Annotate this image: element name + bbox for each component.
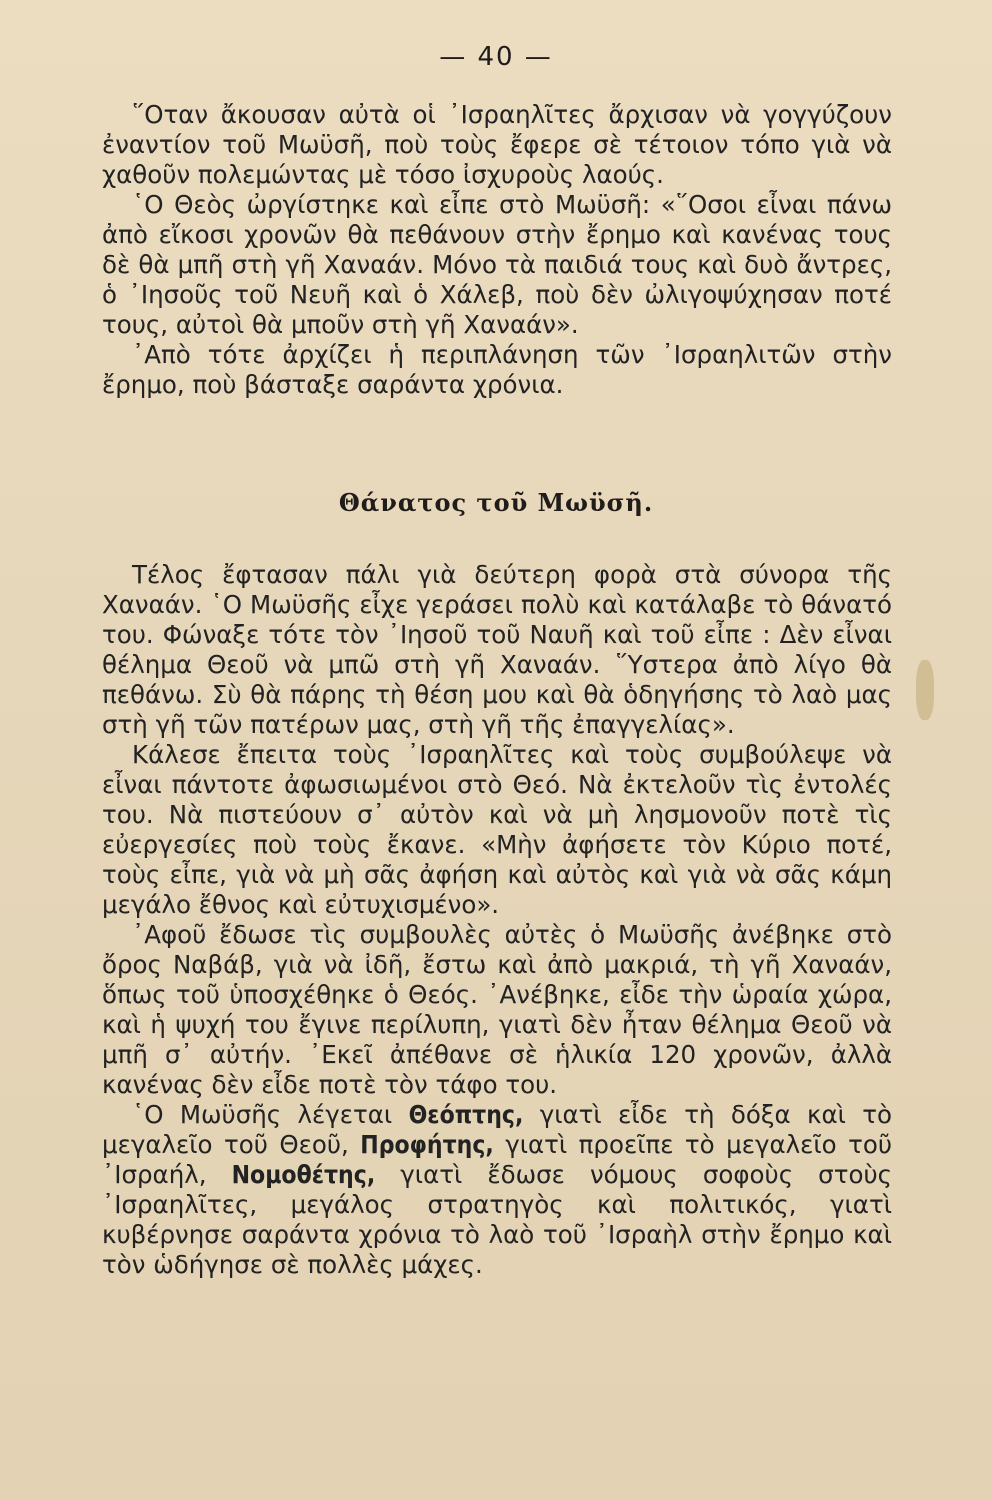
main-text-block	[102, 560, 892, 1280]
paragraph: ῞Οταν ἄκουσαν αὐτὰ οἱ ᾿Ισραηλῖτες ἄρχισαν νὰ γογγύζουν ἐναντίον τοῦ Μωϋσῆ, ποὺ τοὺς ἔφερε σὲ τέτοιον τόπο γιὰ νὰ χαθοῦν πολεμώντας μὲ τόσο ἰσχυροὺς λαούς.	[102, 100, 892, 189]
paper-stain	[916, 660, 934, 720]
title-nomothetis: Νομοθέτης,	[231, 1160, 376, 1189]
paragraph-text: ῾Ο Μωϋσῆς λέγεται	[132, 1100, 409, 1129]
paragraph: ᾿Απὸ τότε ἀρχίζει ἡ περιπλάνηση τῶν ᾿Ισραηλιτῶν στὴν ἔρημο, ποὺ βάσταξε σαράντα χρόνια.	[102, 340, 892, 399]
title-theoptis: Θεόπτης,	[408, 1100, 524, 1129]
paragraph: Κάλεσε ἔπειτα τοὺς ᾿Ισραηλῖτες καὶ τοὺς συμβούλεψε νὰ εἶναι πάντοτε ἀφωσιωμένοι στὸ Θεό. Νὰ ἐκτελοῦν τὶς ἐντολές του. Νὰ πιστεύουν σ᾿ αὐτὸν καὶ νὰ μὴ λησμονοῦν ποτὲ τὶς εὐεργεσίες ποὺ τοὺς ἔκανε. «Μὴν ἀφήσετε τὸν Κύριο ποτέ, τοὺς εἶπε, γιὰ νὰ μὴ σᾶς ἀφήση καὶ αὐτὸς καὶ γιὰ νὰ σᾶς κάμη μεγάλο ἔθνος καὶ εὐτυχισμένο».	[102, 740, 892, 919]
paragraph: ᾿Αφοῦ ἔδωσε τὶς συμβουλὲς αὐτὲς ὁ Μωϋσῆς ἀνέβηκε στὸ ὄρος Ναβάβ, γιὰ νὰ ἰδῆ, ἔστω καὶ ἀπὸ μακριά, τὴ γῆ Χαναάν, ὅπως τοῦ ὑποσχέθηκε ὁ Θεός. ᾿Ανέβηκε, εἶδε τὴν ὡραία χώρα, καὶ ἡ ψυχή του ἔγινε περίλυπη, γιατὶ δὲν ἦταν θέλημα Θεοῦ νὰ μπῆ σ᾿ αὐτήν. ᾿Εκεῖ ἀπέθανε σὲ ἡλικία 120 χρονῶν, ἀλλὰ κανένας δὲν εἶδε ποτὲ τὸν τάφο του.	[102, 920, 892, 1099]
intro-text-block	[102, 100, 892, 400]
paragraph: Τέλος ἔφτασαν πάλι γιὰ δεύτερη φορὰ στὰ σύνορα τῆς Χαναάν. ῾Ο Μωϋσῆς εἶχε γεράσει πολὺ καὶ κατάλαβε τὸ θάνατό του. Φώναξε τότε τὸν ᾿Ιησοῦ τοῦ Ναυῆ καὶ τοῦ εἶπε : Δὲν εἶναι θέλημα Θεοῦ νὰ μπῶ στὴ γῆ Χαναάν. ῞Υστερα ἀπὸ λίγο θὰ πεθάνω. Σὺ θὰ πάρης τὴ θέση μου καὶ θὰ ὁδηγήσης τὸ λαὸ μας στὴ γῆ τῶν πατέρων μας, στὴ γῆ τῆς ἐπαγγελίας».	[102, 560, 892, 739]
title-profitis: Προφήτης,	[360, 1130, 494, 1159]
paragraph-text: γιατὶ προεῖπε τὸ μεγαλεῖο τοῦ ᾿Ισραήλ,	[102, 1130, 892, 1189]
paragraph: ῾Ο Θεὸς ὠργίστηκε καὶ εἶπε στὸ Μωϋσῆ: «῞Οσοι εἶναι πάνω ἀπὸ εἴκοσι χρονῶν θὰ πεθάνουν στὴν ἔρημο καὶ κανένας τους δὲ θὰ μπῆ στὴ γῆ Χαναάν. Μόνο τὰ παιδιά τους καὶ δυὸ ἄντρες, ὁ ᾿Ιησοῦς τοῦ Νευῆ καὶ ὁ Χάλεβ, ποὺ δὲν ὠλιγοψύχησαν ποτέ τους, αὐτοὶ θὰ μποῦν στὴ γῆ Χαναάν».	[102, 190, 892, 339]
paragraph-text: γιατὶ ἔδωσε νόμους σοφοὺς στοὺς ᾿Ισραηλῖτες, μεγάλος στρατηγὸς καὶ πολιτικός, γιατὶ κυβέρνησε σαράντα χρόνια τὸ λαὸ τοῦ ᾿Ισραὴλ στὴν ἔρημο καὶ τὸν ὡδήγησε σὲ πολλὲς μάχες.	[102, 1160, 892, 1279]
page-number: — 40 —	[439, 42, 553, 72]
paragraph-text: γιατὶ εἶδε τὴ δόξα καὶ τὸ μεγαλεῖο τοῦ Θεοῦ,	[102, 1100, 892, 1159]
section-heading: Θάνατος τοῦ Μωϋσῆ.	[338, 488, 654, 517]
paragraph-titles	[102, 1100, 892, 1280]
